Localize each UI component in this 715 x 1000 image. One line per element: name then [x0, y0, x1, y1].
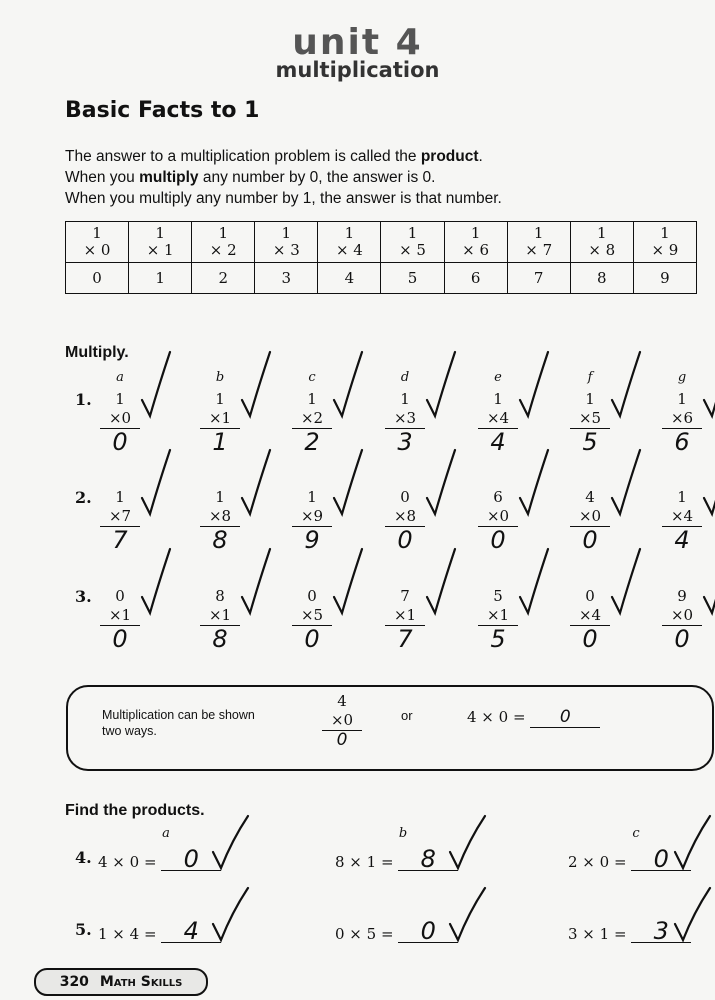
multiply-problem [100, 390, 140, 455]
problem-top: 1 [585, 390, 595, 408]
checkmark-icon [608, 348, 642, 426]
multiply-problem [292, 390, 332, 455]
problem-top: 1 [215, 488, 225, 506]
row-number: 1. [75, 390, 92, 409]
facts-cell-factors [192, 222, 255, 263]
multiply-problem [478, 390, 518, 455]
problem-answer: 0 [112, 428, 128, 456]
callout-blank: 0 [530, 707, 600, 728]
problem-answer: 9 [304, 526, 320, 554]
problem-top: 1 [115, 488, 125, 506]
answer-blank: 3 [631, 920, 691, 943]
column-letter: d [400, 370, 410, 385]
unit-title: unit 4 [292, 22, 423, 63]
facts-cell-factors [66, 222, 129, 263]
checkmark-icon [447, 812, 487, 872]
checkmark-icon [210, 812, 250, 872]
lesson-title: Basic Facts to 1 [65, 98, 260, 123]
problem-answer: 1 [212, 428, 228, 456]
find-equation [98, 917, 221, 945]
problem-top: 1 [400, 390, 410, 408]
checkmark-icon [138, 348, 172, 426]
facts-factor: × 9 [651, 241, 679, 259]
facts-product: 9 [633, 263, 696, 294]
multiply-problem [478, 587, 518, 652]
facts-cell-factors [633, 222, 696, 263]
checkmark-icon [238, 348, 272, 426]
problem-bottom: ×3 [385, 409, 425, 429]
facts-product: 6 [444, 263, 507, 294]
equation-expr: 0 × 5 = [335, 925, 394, 943]
problem-answer: 8 [212, 526, 228, 554]
problem-answer: 7 [397, 625, 413, 653]
page-footer-badge [34, 968, 208, 996]
checkmark-icon [672, 812, 712, 872]
problem-bottom: ×1 [478, 606, 518, 626]
problem-top: 1 [115, 390, 125, 408]
facts-cell-factors [507, 222, 570, 263]
equation-expr: 8 × 1 = [335, 853, 394, 871]
problem-top: 4 [585, 488, 595, 506]
facts-top-number: 1 [344, 224, 355, 242]
problem-bottom: ×0 [478, 507, 518, 527]
checkmark-icon [238, 545, 272, 623]
problem-bottom: ×8 [385, 507, 425, 527]
problem-top: 7 [400, 587, 410, 605]
problem-bottom: ×9 [292, 507, 332, 527]
problem-top: 5 [493, 587, 503, 605]
facts-factor: × 3 [272, 241, 300, 259]
facts-cell-factors [444, 222, 507, 263]
facts-product: 4 [318, 263, 381, 294]
callout-text: Multiplication can be shown two ways. [102, 708, 255, 738]
problem-bottom: ×4 [570, 606, 610, 626]
problem-top: 0 [115, 587, 125, 605]
page-number: 320 [59, 974, 89, 990]
multiply-problem [385, 390, 425, 455]
callout-vertical-problem [322, 692, 362, 750]
problem-top: 8 [215, 587, 225, 605]
checkmark-icon [608, 545, 642, 623]
multiply-problem [292, 587, 332, 652]
facts-cell-factors [129, 222, 192, 263]
problem-top: 1 [677, 390, 687, 408]
find-equation [98, 845, 221, 873]
problem-bottom: ×1 [100, 606, 140, 626]
problem-bottom: ×4 [478, 409, 518, 429]
facts-product: 0 [66, 263, 129, 294]
problem-answer: 5 [490, 625, 506, 653]
checkmark-icon [608, 446, 642, 524]
problem-answer: 8 [212, 625, 228, 653]
checkmark-icon [210, 884, 250, 944]
problem-bottom: ×6 [662, 409, 702, 429]
checkmark-icon [423, 348, 457, 426]
row-number: 2. [75, 488, 92, 507]
facts-product: 3 [255, 263, 318, 294]
multiply-problem [570, 390, 610, 455]
checkmark-icon [330, 348, 364, 426]
facts-factor: × 0 [83, 241, 111, 259]
problem-top: 0 [585, 587, 595, 605]
problem-bottom: ×5 [570, 409, 610, 429]
problem-answer: 4 [490, 428, 506, 456]
equation-expr: 2 × 0 = [568, 853, 627, 871]
column-letter: b [215, 370, 225, 385]
multiply-problem [100, 587, 140, 652]
multiply-problem [662, 488, 702, 553]
checkmark-icon [516, 446, 550, 524]
facts-top-number: 1 [660, 224, 670, 242]
problem-answer: 0 [582, 526, 598, 554]
problem-bottom: ×5 [292, 606, 332, 626]
facts-top-number: 1 [155, 224, 165, 242]
checkmark-icon [138, 545, 172, 623]
facts-top-number: 1 [470, 224, 481, 242]
problem-top: 1 [215, 390, 225, 408]
checkmark-icon [516, 348, 550, 426]
problem-bottom: ×1 [200, 606, 240, 626]
callout-bottom: ×0 [322, 711, 362, 731]
problem-answer: 6 [674, 428, 690, 456]
problem-answer: 4 [674, 526, 690, 554]
checkmark-icon [700, 545, 715, 623]
intro-line-2: When you multiply any number by 0, the answer is 0. [65, 169, 436, 186]
facts-cell-factors [381, 222, 444, 263]
column-letter: e [494, 370, 502, 385]
answer-blank: 0 [631, 848, 691, 871]
callout-top: 4 [337, 692, 347, 710]
problem-top: 0 [307, 587, 317, 605]
find-equation [335, 845, 458, 873]
multiply-problem [100, 488, 140, 553]
problem-answer: 0 [397, 526, 413, 554]
intro-line-3: When you multiply any number by 1, the answer is that number. [65, 190, 502, 207]
callout-expr: 4 × 0 = [467, 708, 526, 726]
answer-blank: 0 [161, 848, 221, 871]
problem-bottom: ×8 [200, 507, 240, 527]
problem-top: 9 [677, 587, 687, 605]
problem-answer: 5 [582, 428, 598, 456]
multiply-problem [200, 488, 240, 553]
problem-bottom: ×0 [100, 409, 140, 429]
problem-bottom: ×7 [100, 507, 140, 527]
problem-bottom: ×0 [570, 507, 610, 527]
column-letter: a [116, 370, 124, 385]
equation-expr: 4 × 0 = [98, 853, 157, 871]
facts-factor: × 6 [462, 241, 490, 259]
multiply-problem [292, 488, 332, 553]
facts-product: 7 [507, 263, 570, 294]
callout-horizontal [467, 707, 600, 728]
problem-top: 0 [400, 488, 410, 506]
multiply-problem [662, 390, 702, 455]
facts-top-number: 1 [281, 224, 292, 242]
unit-topic: multiplication [275, 58, 440, 82]
multiply-problem [200, 390, 240, 455]
problem-bottom: ×1 [200, 409, 240, 429]
facts-top-number: 1 [92, 224, 102, 242]
checkmark-icon [700, 446, 715, 524]
answer-blank: 0 [398, 920, 458, 943]
problem-bottom: ×4 [662, 507, 702, 527]
multiply-label: Multiply. [65, 344, 129, 361]
multiply-problem [385, 587, 425, 652]
problem-top: 1 [677, 488, 687, 506]
problem-bottom: ×0 [662, 606, 702, 626]
facts-factor: × 4 [335, 241, 363, 259]
checkmark-icon [330, 446, 364, 524]
find-equation [335, 917, 458, 945]
problem-bottom: ×2 [292, 409, 332, 429]
checkmark-icon [672, 884, 712, 944]
callout-answer: 0 [336, 730, 348, 750]
problem-answer: 7 [112, 526, 128, 554]
multiply-problem [478, 488, 518, 553]
column-letter: f [587, 370, 593, 385]
checkmark-icon [423, 446, 457, 524]
equation-expr: 3 × 1 = [568, 925, 627, 943]
book-title: Math Skills [99, 974, 183, 990]
intro-line-1: The answer to a multiplication problem is called the product. [65, 148, 483, 165]
facts-factor: × 1 [146, 241, 174, 259]
facts-product: 1 [129, 263, 192, 294]
column-letter: c [308, 370, 316, 385]
facts-product: 5 [381, 263, 444, 294]
multiply-problem [385, 488, 425, 553]
facts-factor: × 8 [588, 241, 616, 259]
facts-product: 8 [570, 263, 633, 294]
answer-blank: 4 [161, 920, 221, 943]
problem-top: 6 [493, 488, 503, 506]
multiply-problem [662, 587, 702, 652]
multiply-problem [570, 488, 610, 553]
row-number: 4. [75, 848, 92, 867]
checkmark-icon [330, 545, 364, 623]
multiply-problem [200, 587, 240, 652]
row-number: 3. [75, 587, 92, 606]
checkmark-icon [516, 545, 550, 623]
problem-answer: 0 [582, 625, 598, 653]
column-letter: b [398, 826, 408, 841]
problem-answer: 0 [674, 625, 690, 653]
problem-bottom: ×1 [385, 606, 425, 626]
problem-answer: 0 [112, 625, 128, 653]
facts-factor: × 2 [209, 241, 237, 259]
facts-top-number: 1 [407, 224, 418, 242]
facts-table [65, 221, 697, 294]
row-number: 5. [75, 920, 92, 939]
checkmark-icon [238, 446, 272, 524]
facts-top-number: 1 [218, 224, 228, 242]
facts-cell-factors [255, 222, 318, 263]
problem-top: 1 [307, 390, 317, 408]
facts-factor: × 7 [525, 241, 553, 259]
problem-answer: 3 [397, 428, 413, 456]
column-letter: a [162, 826, 170, 841]
column-letter: g [677, 370, 687, 385]
checkmark-icon [138, 446, 172, 524]
problem-top: 1 [493, 390, 503, 408]
problem-answer: 0 [304, 625, 320, 653]
multiply-problem [570, 587, 610, 652]
facts-product: 2 [192, 263, 255, 294]
checkmark-icon [423, 545, 457, 623]
facts-factor: × 5 [399, 241, 426, 259]
facts-cell-factors [318, 222, 381, 263]
problem-top: 1 [307, 488, 317, 506]
problem-answer: 0 [490, 526, 506, 554]
equation-expr: 1 × 4 = [98, 925, 157, 943]
facts-cell-factors [570, 222, 633, 263]
column-letter: c [632, 826, 640, 841]
facts-top-number: 1 [533, 224, 544, 242]
problem-answer: 2 [304, 428, 320, 456]
answer-blank: 8 [398, 848, 458, 871]
checkmark-icon [700, 348, 715, 426]
checkmark-icon [447, 884, 487, 944]
callout-or: or [401, 708, 413, 723]
find-label: Find the products. [65, 802, 205, 819]
facts-top-number: 1 [597, 224, 607, 242]
